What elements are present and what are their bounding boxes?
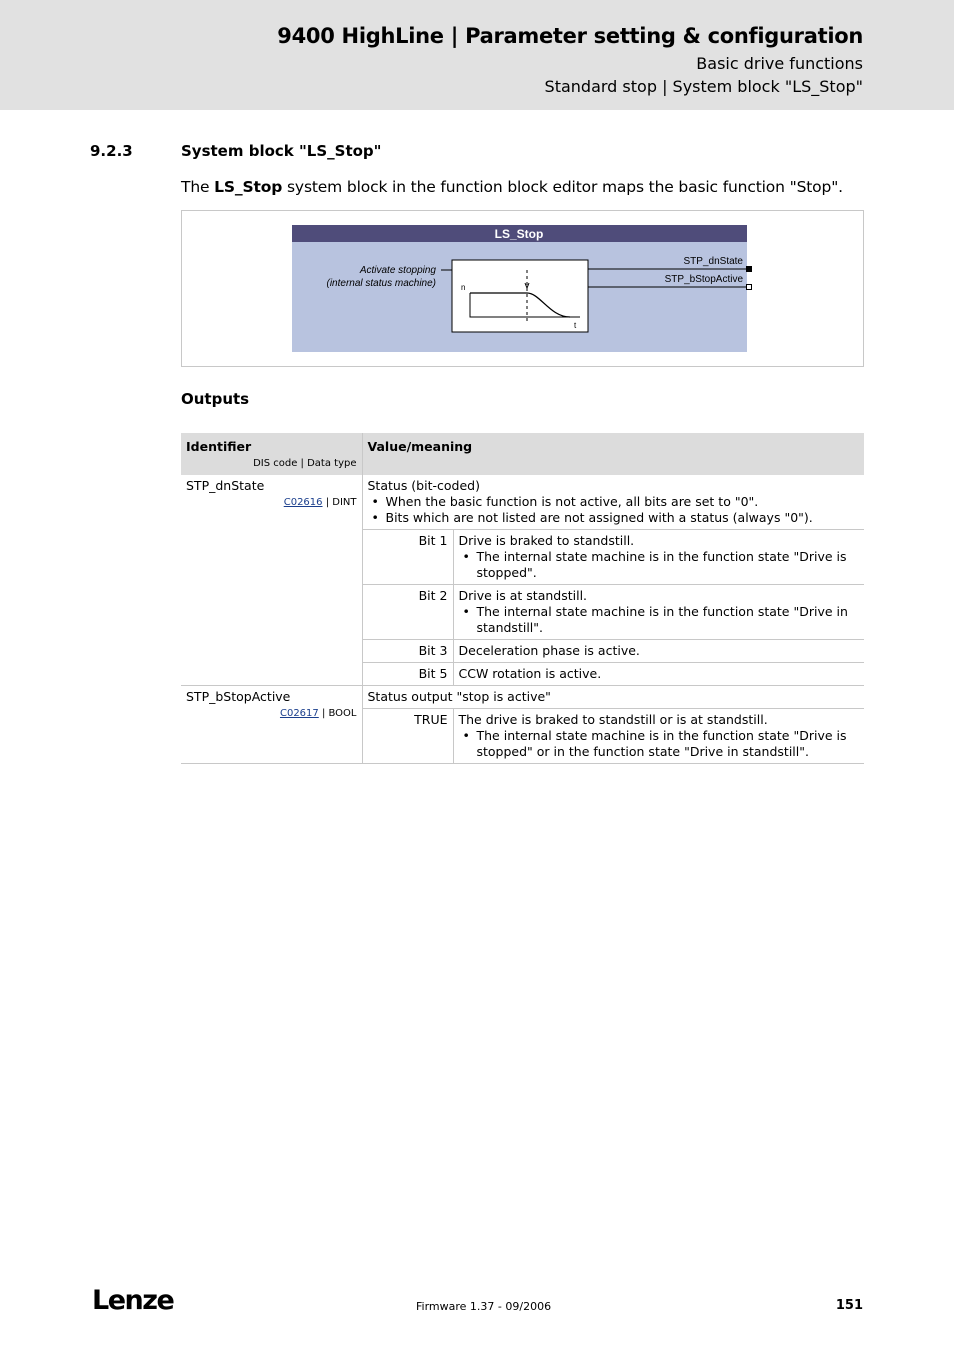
table-row <box>181 475 864 530</box>
true-description-cell <box>453 709 864 764</box>
header-identifier-sub: DIS code | Data type <box>253 458 357 469</box>
header-value-cell <box>362 433 864 475</box>
list-item: • Bits which are not listed are not assigned with a status (always "0"). <box>368 510 860 526</box>
row1-code-line: C02616 | DINT <box>283 497 357 508</box>
outputs-table <box>181 433 864 764</box>
input-label-line1: Activate stopping <box>359 265 436 276</box>
row1-bullet-list <box>368 494 860 526</box>
section-number: 9.2.3 <box>90 142 133 160</box>
row2-identifier-cell <box>181 686 362 764</box>
bit-description: CCW rotation is active. <box>453 663 864 686</box>
intro-paragraph <box>181 178 843 196</box>
row1-identifier-cell <box>181 475 362 686</box>
footer-firmware: Firmware 1.37 - 09/2006 <box>416 1300 552 1313</box>
true-bullet-list <box>459 728 860 760</box>
section-title: System block "LS_Stop" <box>181 142 382 160</box>
axis-n-label: n <box>461 283 466 292</box>
table-header-row <box>181 433 864 475</box>
page-number: 151 <box>835 1298 863 1313</box>
bit-bullet-list <box>459 604 860 636</box>
row2-type: BOOL <box>328 708 357 719</box>
lenze-logo: Lenze <box>92 1285 174 1316</box>
list-item: • The internal state machine is in the function state "Drive is stopped". <box>459 549 860 581</box>
output-label-bstopactive: STP_bStopActive <box>664 274 743 285</box>
list-item: • The internal state machine is in the function state "Drive in standstill". <box>459 604 860 636</box>
header-subtitle-section: Standard stop | System block "LS_Stop" <box>544 77 863 96</box>
bit-description: Drive is braked to standstill. <box>458 533 635 548</box>
list-item: • When the basic function is not active, all bits are set to "0". <box>368 494 860 510</box>
header-identifier-cell <box>181 433 362 475</box>
table-row <box>181 686 864 709</box>
true-label: TRUE <box>362 709 453 764</box>
intro-pre: The <box>181 178 215 196</box>
bit-label: Bit 2 <box>362 585 453 640</box>
bit-description-cell <box>453 585 864 640</box>
block-title: LS_Stop <box>494 227 544 241</box>
row1-code-link[interactable]: C02616 <box>283 497 323 508</box>
bit-description: Deceleration phase is active. <box>453 640 864 663</box>
ls-stop-block-diagram <box>182 211 865 368</box>
row2-code-link[interactable]: C02617 <box>279 708 319 719</box>
row1-identifier: STP_dnState <box>186 478 265 493</box>
header-subtitle-chapter: Basic drive functions <box>696 54 863 73</box>
true-description: The drive is braked to standstill or is at standstill. <box>458 712 768 727</box>
row1-description: Status (bit-coded) <box>367 478 480 493</box>
bit-description-cell <box>453 530 864 585</box>
output-label-dnstate: STP_dnState <box>683 256 743 267</box>
intro-post: system block in the function block editor maps the basic function "Stop". <box>282 178 843 196</box>
header-value: Value/meaning <box>367 439 473 454</box>
bit-label: Bit 5 <box>362 663 453 686</box>
bit-bullet-list <box>459 549 860 581</box>
row1-type: DINT <box>332 497 357 508</box>
outputs-heading: Outputs <box>181 390 250 408</box>
bit-label: Bit 3 <box>362 640 453 663</box>
bit-label: Bit 1 <box>362 530 453 585</box>
output-port-bool-icon <box>747 285 752 290</box>
input-label-line2: (internal status machine) <box>326 278 436 289</box>
row2-code-line: C02617 | BOOL <box>279 708 357 719</box>
row2-description: Status output "stop is active" <box>362 686 864 709</box>
row2-identifier: STP_bStopActive <box>186 689 291 704</box>
header-title: 9400 HighLine | Parameter setting & configuration <box>277 24 863 48</box>
speed-curve-box <box>452 260 588 332</box>
header-identifier: Identifier <box>186 439 252 454</box>
list-item: • The internal state machine is in the function state "Drive is stopped" or in the function state "Drive in standstill". <box>459 728 860 760</box>
figure-frame <box>181 210 864 367</box>
row1-description-cell <box>362 475 864 530</box>
intro-bold-block-name: LS_Stop <box>214 178 283 196</box>
bit-description: Drive is at standstill. <box>458 588 588 603</box>
axis-t-label: t <box>574 321 577 330</box>
output-port-dint-icon <box>747 267 752 272</box>
